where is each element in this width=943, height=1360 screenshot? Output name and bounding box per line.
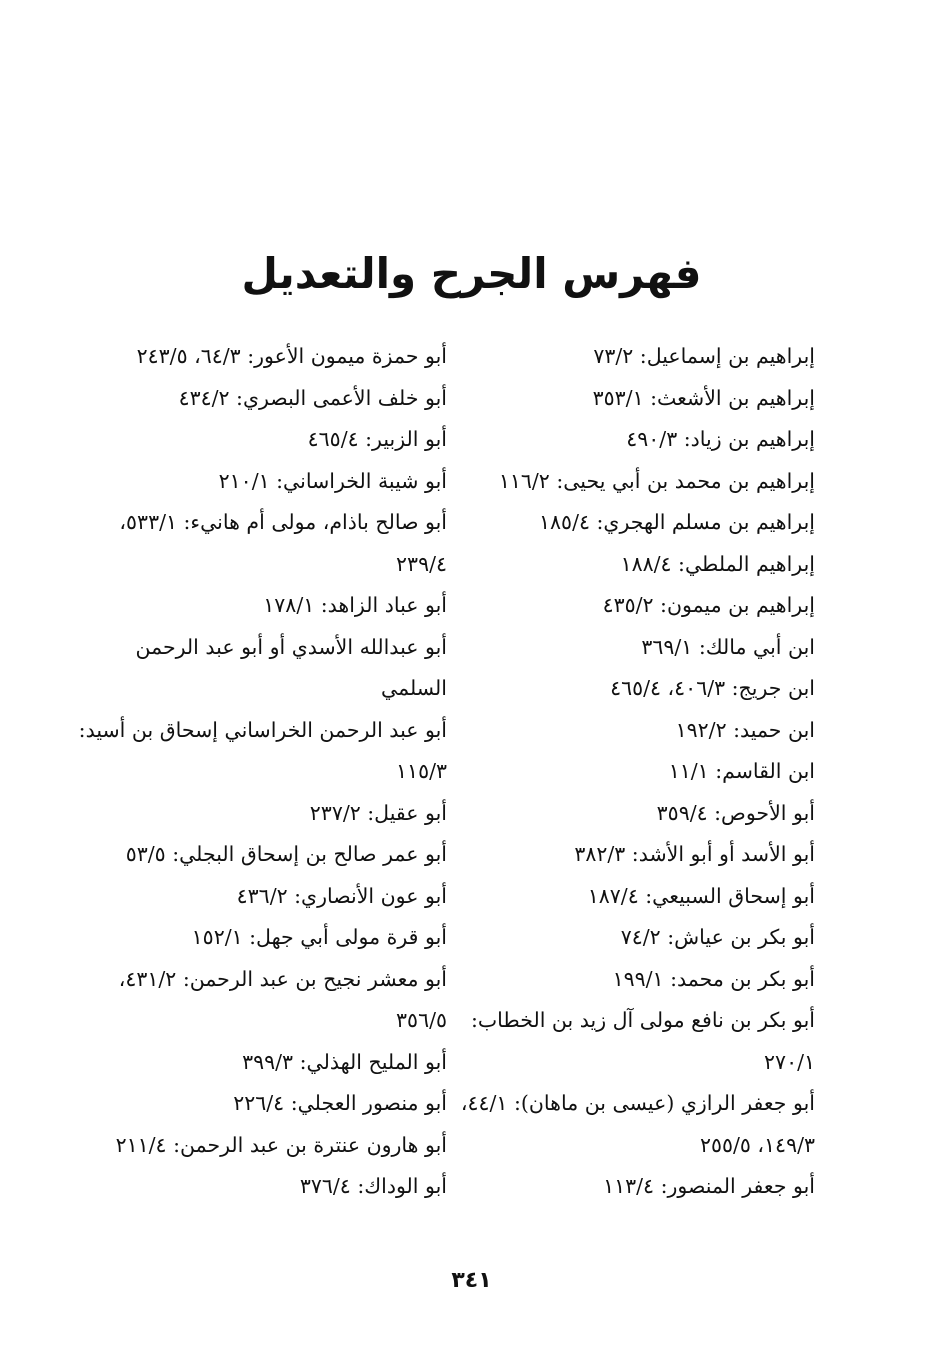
index-entry-line: ابن جريج: ٤٠٦/٣، ٤٦٥/٤ bbox=[610, 676, 815, 700]
index-entry-line: ٣٥٦/٥ bbox=[396, 1008, 447, 1032]
index-entry-line: أبو عبد الرحمن الخراساني إسحاق بن أسيد: bbox=[78, 717, 447, 742]
index-entry-line: السلمي bbox=[381, 676, 447, 700]
index-entry-line: أبو معشر نجيح بن عبد الرحمن: ٤٣١/٢، bbox=[118, 966, 447, 991]
index-entry-line: ١١٥/٣ bbox=[396, 759, 447, 783]
index-entry-line: أبو شيبة الخراساني: ٢١٠/١ bbox=[218, 468, 447, 493]
index-entry-line: أبو قرة مولى أبي جهل: ١٥٢/١ bbox=[191, 925, 447, 949]
index-entry-line: أبو بكر بن نافع مولى آل زيد بن الخطاب: bbox=[470, 1008, 815, 1032]
index-entry-line: أبو الأسد أو أبو الأشد: ٣٨٢/٣ bbox=[574, 842, 815, 866]
index-entry-line: إبراهيم بن إسماعيل: ٧٣/٢ bbox=[593, 344, 815, 368]
index-entry-line: أبو الوداك: ٣٧٦/٤ bbox=[299, 1174, 447, 1198]
index-entry-line: أبو بكر بن محمد: ١٩٩/١ bbox=[612, 966, 815, 991]
page-title: فهرس الجرح والتعديل bbox=[241, 249, 702, 298]
index-entry-line: إبراهيم بن ميمون: ٤٣٥/٢ bbox=[602, 593, 815, 617]
index-entry-line: أبو حمزة ميمون الأعور: ٦٤/٣، ٢٤٣/٥ bbox=[136, 344, 447, 368]
index-entry-line: أبو عمر صالح بن إسحاق البجلي: ٥٣/٥ bbox=[125, 842, 447, 866]
index-entry-line: أبو جعفر الرازي (عيسى بن ماهان): ٤٤/١، bbox=[460, 1091, 815, 1115]
index-column-right bbox=[460, 336, 815, 1208]
index-entry-line: أبو الأحوص: ٣٥٩/٤ bbox=[656, 800, 815, 825]
index-entry-line: أبو عباد الزاهد: ١٧٨/١ bbox=[263, 593, 447, 617]
index-entry-line: أبو عون الأنصاري: ٤٣٦/٢ bbox=[236, 883, 447, 908]
index-entry-line: أبو إسحاق السبيعي: ١٨٧/٤ bbox=[587, 883, 815, 908]
index-entry-line: إبراهيم بن مسلم الهجري: ١٨٥/٤ bbox=[539, 510, 815, 534]
index-entry-line: ٢٣٩/٤ bbox=[396, 551, 447, 576]
index-entry-line: أبو خلف الأعمى البصري: ٤٣٤/٢ bbox=[178, 385, 447, 410]
index-entry-line: ابن حميد: ١٩٢/٢ bbox=[675, 717, 815, 742]
index-entry-line: ابن القاسم: ١١/١ bbox=[668, 759, 815, 783]
index-entry-line: إبراهيم بن زياد: ٤٩٠/٣ bbox=[626, 427, 815, 451]
index-column-left bbox=[78, 336, 447, 1208]
page-number: ٣٤١ bbox=[451, 1268, 492, 1293]
index-entry-line: إبراهيم الملطي: ١٨٨/٤ bbox=[620, 551, 815, 576]
index-entry-line: إبراهيم بن محمد بن أبي يحيى: ١١٦/٢ bbox=[498, 468, 815, 493]
index-entry-line: ٢٧٠/١ bbox=[764, 1049, 815, 1074]
index-entry-line: أبو بكر بن عياش: ٧٤/٢ bbox=[620, 925, 815, 949]
index-entry-line: أبو منصور العجلي: ٢٢٦/٤ bbox=[233, 1091, 447, 1115]
index-entry-line: أبو عبدالله الأسدي أو أبو عبد الرحمن bbox=[135, 634, 447, 659]
index-entry-line: أبو الزبير: ٤٦٥/٤ bbox=[307, 427, 447, 451]
index-entry-line: أبو صالح باذام، مولى أم هانيء: ٥٣٣/١، bbox=[119, 510, 447, 534]
index-entry-line: أبو المليح الهذلي: ٣٩٩/٣ bbox=[242, 1049, 447, 1074]
index-entry-line: أبو عقيل: ٢٣٧/٢ bbox=[309, 800, 447, 825]
index-entry-line: إبراهيم بن الأشعث: ٣٥٣/١ bbox=[592, 385, 815, 410]
index-entry-line: ١٤٩/٣، ٢٥٥/٥ bbox=[699, 1132, 815, 1157]
index-entry-line: ابن أبي مالك: ٣٦٩/١ bbox=[641, 634, 815, 659]
index-entry-line: أبو جعفر المنصور: ١١٣/٤ bbox=[603, 1174, 815, 1198]
index-entry-line: أبو هارون عنترة بن عبد الرحمن: ٢١١/٤ bbox=[115, 1132, 447, 1157]
